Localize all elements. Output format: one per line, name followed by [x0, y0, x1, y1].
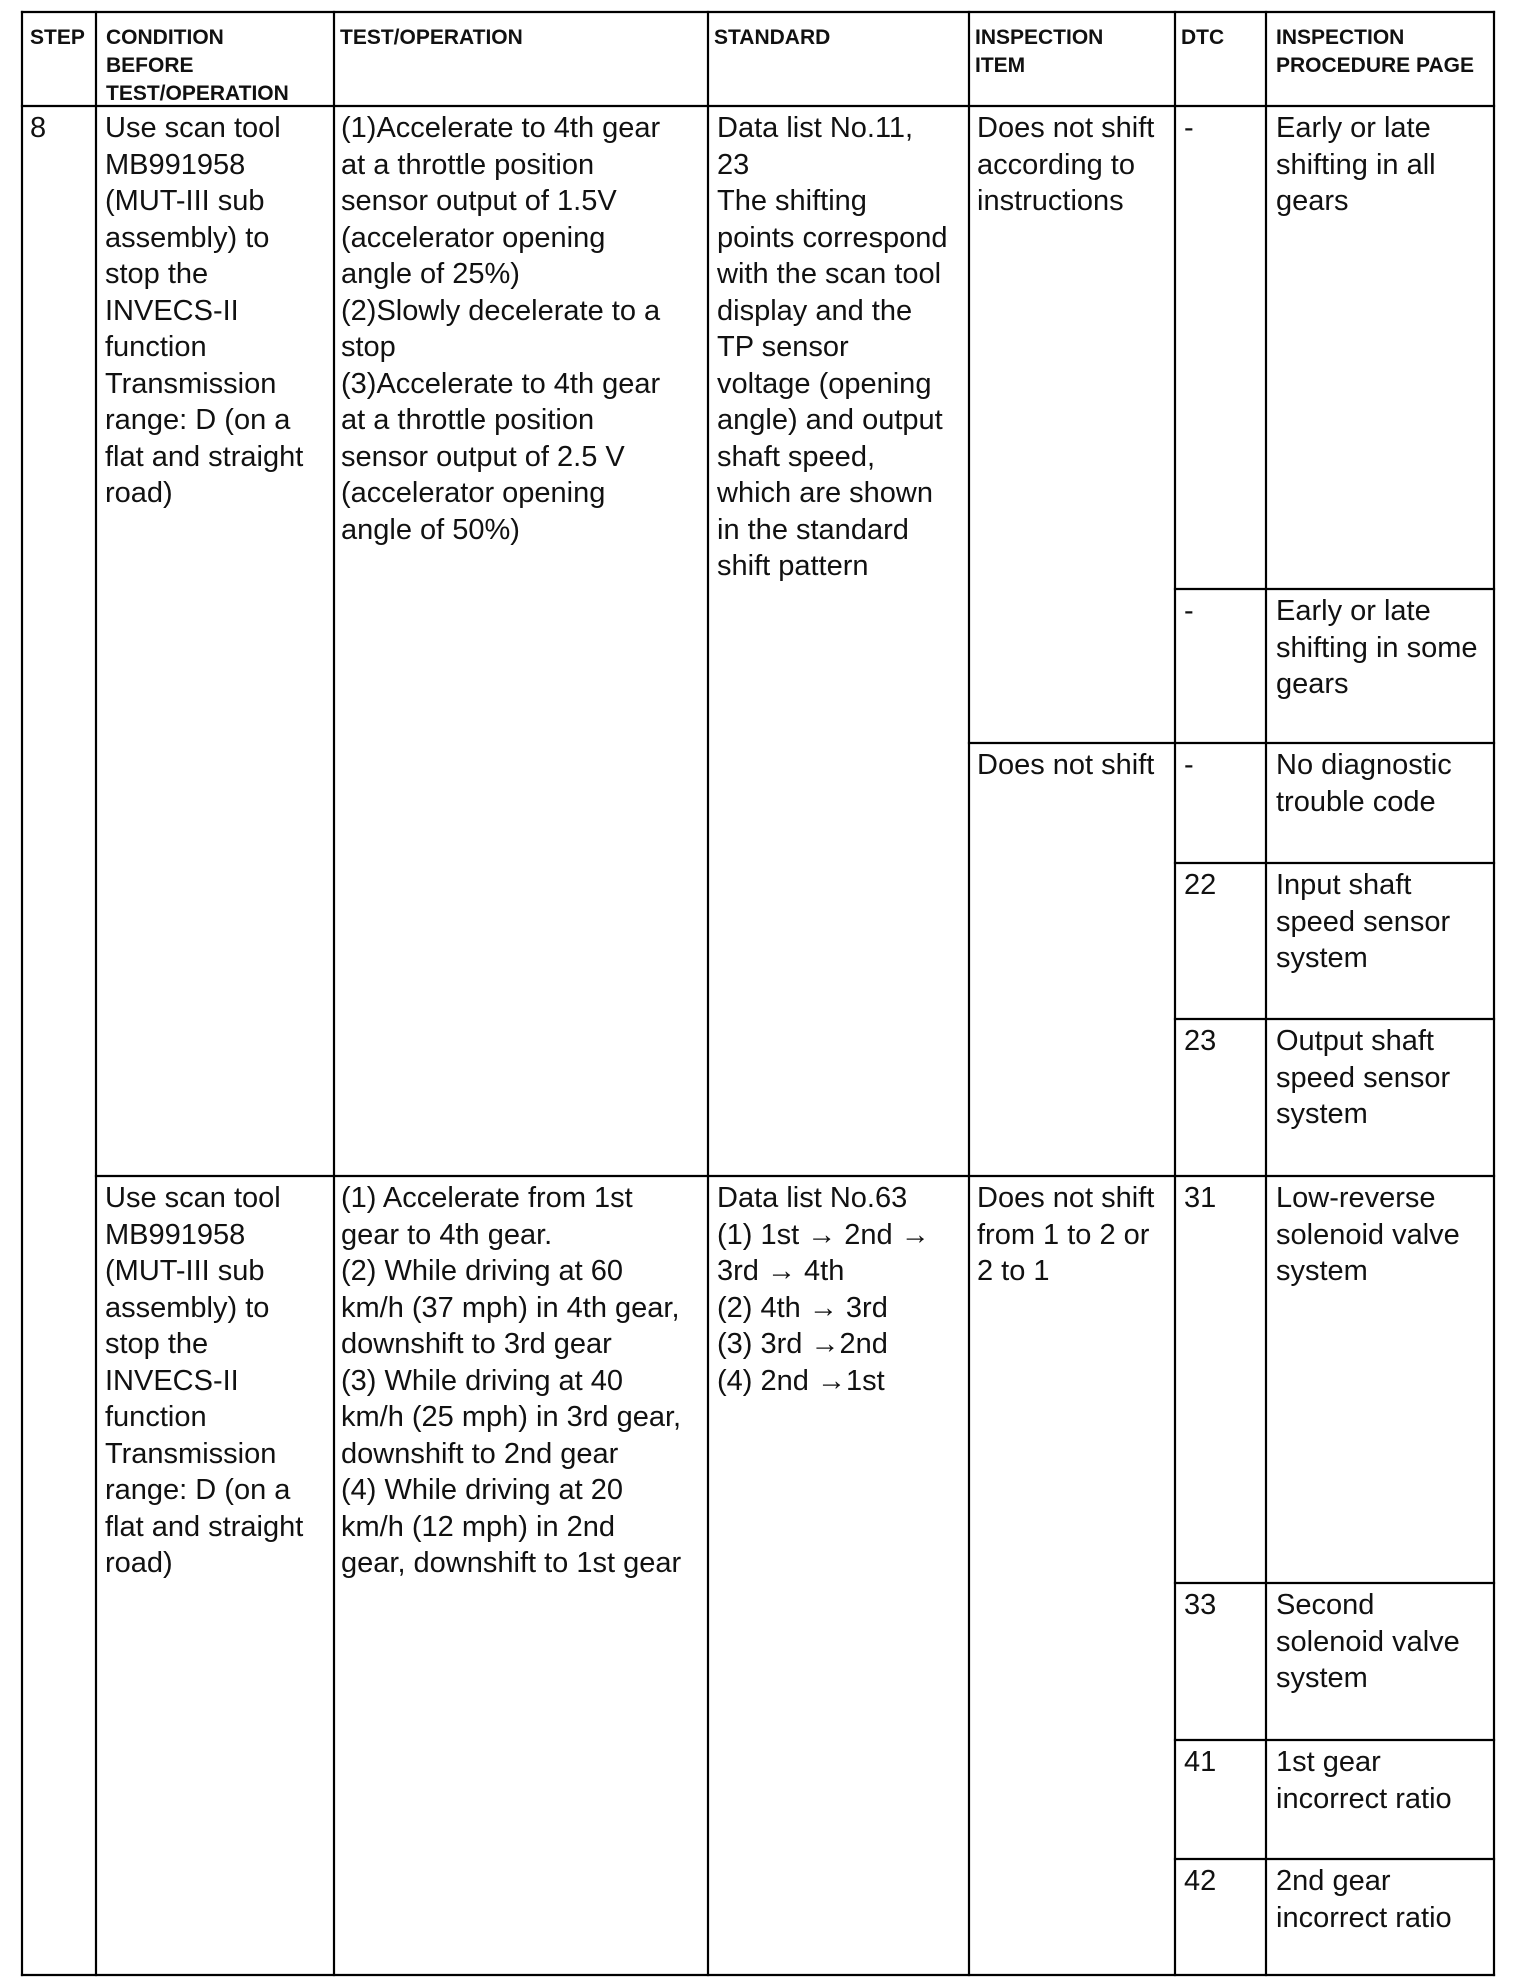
block1-test-operation: (1)Accelerate to 4th gear at a throttle position sensor output of 1.5V (accelerator opening angle of 25%) (2)Slowly decelerate to a stop (3)Accelerate to 4th gear at a throttle position sensor output of 2.5 V (accelerator opening angle of 50%)	[341, 112, 661, 546]
block1-condition: Use scan tool MB991958 (MUT-III sub assembly) to stop the INVECS-II function Transmission range: D (on a flat and straight road)	[105, 112, 304, 509]
block1-inspection-item-1: Does not shift according to instructions	[977, 112, 1155, 217]
block1-procedure-3: No diagnostic trouble code	[1276, 749, 1452, 818]
header-test-operation: TEST/OPERATION	[340, 26, 523, 49]
header-procedure-page: INSPECTION PROCEDURE PAGE	[1276, 26, 1474, 77]
block1-procedure-5: Output shaft speed sensor system	[1276, 1025, 1451, 1130]
header-dtc: DTC	[1181, 26, 1225, 49]
block1-procedure-4: Input shaft speed sensor system	[1276, 869, 1451, 974]
block1-dtc-3: -	[1184, 749, 1194, 781]
block2-dtc-3: 41	[1184, 1746, 1217, 1778]
header-step: STEP	[30, 26, 85, 49]
block1-dtc-5: 23	[1184, 1025, 1217, 1057]
block2-procedure-2: Second solenoid valve system	[1276, 1589, 1460, 1694]
block2-test-operation: (1) Accelerate from 1st gear to 4th gear. (2) While driving at 60 km/h (37 mph) in 4th gear, downshift to 3rd gear (3) While driving at 40 km/h (25 mph) in 3rd gear, downshift to 2nd gear (4) While driving at 20 km/h (12 mph) in 2nd gear, downshift to 1st gear	[341, 1182, 682, 1579]
block2-procedure-1: Low-reverse solenoid valve system	[1276, 1182, 1460, 1287]
block1-standard: Data list No.11, 23 The shifting points correspond with the scan tool display and the TP sensor voltage (opening angle) and output shaft speed, which are shown in the standard shift pattern	[717, 112, 948, 582]
block2-condition: Use scan tool MB991958 (MUT-III sub assembly) to stop the INVECS-II function Transmission range: D (on a flat and straight road)	[105, 1182, 304, 1579]
header-standard: STANDARD	[714, 26, 831, 49]
block2-dtc-2: 33	[1184, 1589, 1217, 1621]
block2-procedure-3: 1st gear incorrect ratio	[1276, 1746, 1452, 1815]
block1-procedure-1: Early or late shifting in all gears	[1276, 112, 1436, 217]
step-number: 8	[30, 112, 47, 144]
block2-procedure-4: 2nd gear incorrect ratio	[1276, 1865, 1452, 1934]
header-inspection-item: INSPECTION ITEM	[975, 26, 1104, 77]
block2-dtc-4: 42	[1184, 1865, 1217, 1897]
block2-inspection-item: Does not shift from 1 to 2 or 2 to 1	[977, 1182, 1155, 1287]
block1-dtc-1: -	[1184, 112, 1194, 144]
block1-dtc-4: 22	[1184, 869, 1217, 901]
block1-dtc-2: -	[1184, 595, 1194, 627]
block2-dtc-1: 31	[1184, 1182, 1217, 1214]
block1-procedure-2: Early or late shifting in some gears	[1276, 595, 1478, 700]
block2-standard: Data list No.63 (1) 1st → 2nd → 3rd → 4th (2) 4th → 3rd (3) 3rd →2nd (4) 2nd →1st	[717, 1182, 930, 1397]
header-condition: CONDITION BEFORE TEST/OPERATION	[106, 26, 289, 105]
block1-inspection-item-2: Does not shift	[977, 749, 1155, 781]
